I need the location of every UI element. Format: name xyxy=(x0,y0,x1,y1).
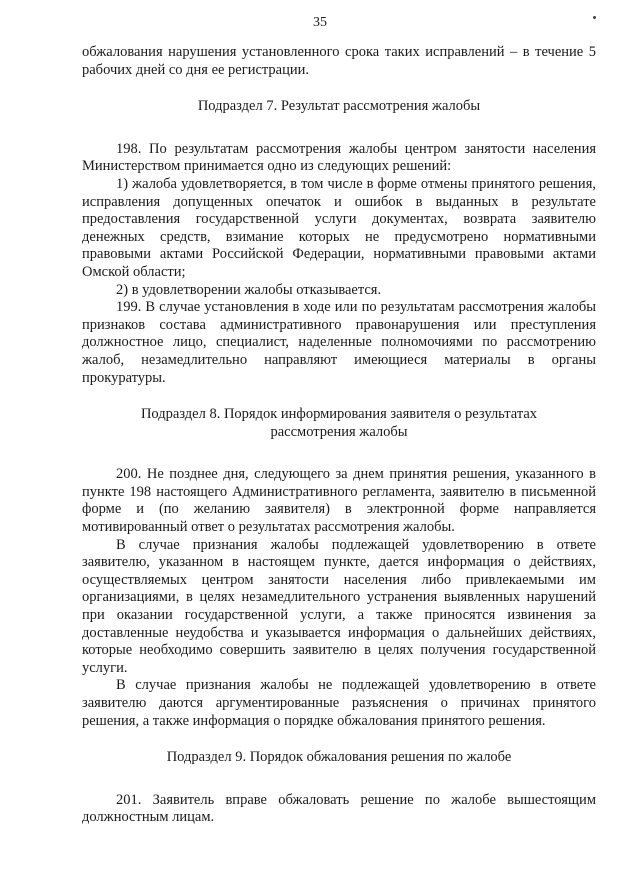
paragraph-201: 201. Заявитель вправе обжаловать решение по жалобе вышестоящим должностным лицам. xyxy=(82,791,596,826)
subsection-8-heading-line-2: рассмотрения жалобы xyxy=(270,423,408,440)
page-number: 35 xyxy=(313,15,327,30)
paragraph-198: 198. По результатам рассмотрения жалобы центром занятости населения Министерством принимается одно из следующих решений: xyxy=(82,140,596,175)
paragraph-200-rejected: В случае признания жалобы не подлежащей удовлетворению в ответе заявителю даются аргументированные разъяснения о причинах принятого решения, а также информация о порядке обжалования принятого решения. xyxy=(82,677,596,729)
paragraph-198-item-2: 2) в удовлетворении жалобы отказывается. xyxy=(116,281,382,298)
paragraph-198-item-1: 1) жалоба удовлетворяется, в том числе в форме отмены принятого решения, исправления допущенных опечаток и ошибок в выданных в результате предоставления государственной услуги документах, возврата заявителю денежных средств, взимание которых не предусмотрено нормативными правовыми актами Российской Федерации, нормативными правовыми актами Омской области; xyxy=(82,175,596,280)
paragraph-199: 199. В случае установления в ходе или по результатам рассмотрения жалобы признаков состава административного правонарушения или преступления должностное лицо, специалист, наделенные полномочиями по рассмотрению жалоб, незамедлительно направляют имеющиеся материалы в органы прокуратуры. xyxy=(82,299,596,386)
scan-artifact-dot xyxy=(593,16,596,19)
subsection-9-heading: Подраздел 9. Порядок обжалования решения по жалобе xyxy=(166,749,512,766)
paragraph-200: 200. Не позднее дня, следующего за днем принятия решения, указанного в пункте 198 настоящего Административного регламента, заявителю в письменной форме и (по желанию заявителя) в электронной форме направляется мотивированный ответ о результатах рассмотрения жалобы. xyxy=(82,466,596,536)
paragraph-200-satisfied: В случае признания жалобы подлежащей удовлетворению в ответе заявителю, указанном в настоящем пункте, дается информация о действиях, осуществляемых центром занятости населения либо привлекаемыми им организациями, в целях незамедлительного устранения выявленных нарушений при оказании государственной услуги, а также приносятся извинения за доставленные неудобства и указывается информация о дальнейших действиях, которые необходимо совершить заявителю в целях получения государственной услуги. xyxy=(82,536,596,676)
paragraph-continuation: обжалования нарушения установленного срока таких исправлений – в течение 5 рабочих дней со дня ее регистрации. xyxy=(82,44,596,78)
subsection-8-heading-line-1: Подраздел 8. Порядок информирования заявителя о результатах xyxy=(140,406,538,423)
document-body xyxy=(82,44,596,827)
subsection-7-heading: Подраздел 7. Результат рассмотрения жалобы xyxy=(197,98,481,115)
